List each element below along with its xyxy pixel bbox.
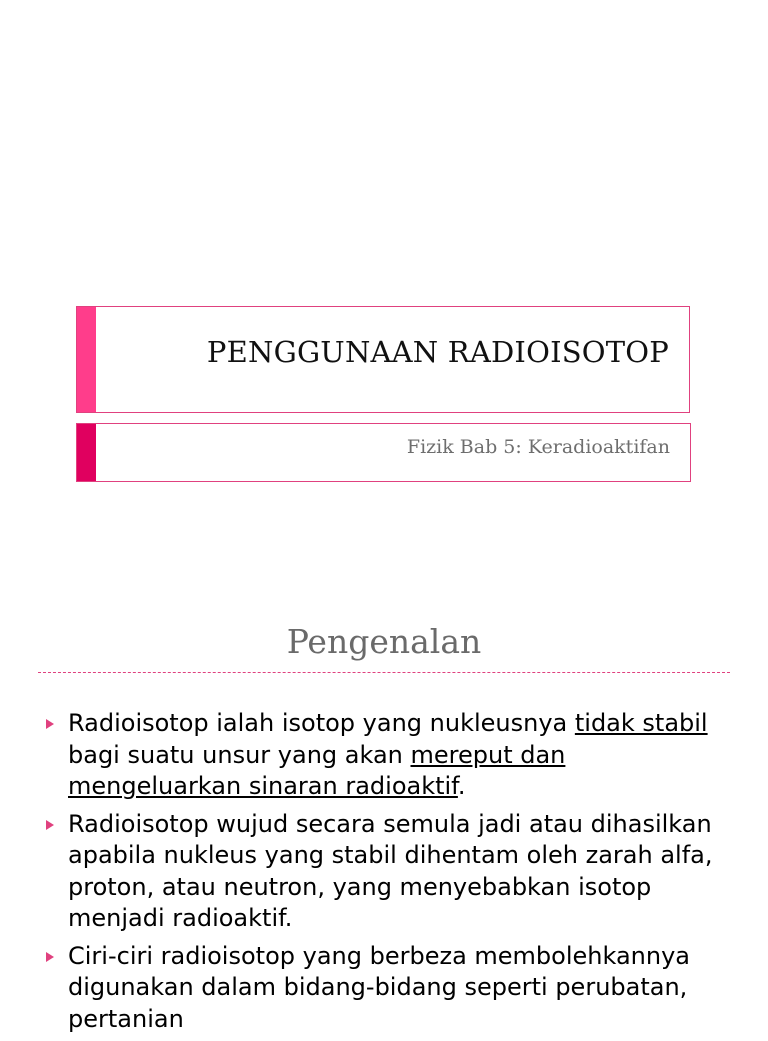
bullet-text-part1: Radioisotop ialah isotop yang nukleusnya — [68, 709, 575, 737]
bullet-text: Radioisotop wujud secara semula jadi atau dihasilkan apabila nukleus yang stabil dihentam oleh zarah alfa, proton, atau neutron, yang menyebabkan isotop menjadi radioaktif. — [68, 809, 713, 932]
section-heading: Pengenalan — [286, 622, 482, 661]
bullet-item-1 — [40, 708, 740, 803]
title-accent-bar — [77, 307, 96, 412]
bullet-text-part3: . — [457, 772, 466, 800]
triangle-bullet-icon — [46, 719, 54, 729]
slide-subtitle: Fizik Bab 5: Keradioaktifan — [406, 436, 670, 458]
slide-title: PENGGUNAAN RADIOISOTOP — [206, 335, 669, 369]
subtitle-box — [76, 423, 691, 482]
subtitle-accent-bar — [77, 424, 96, 481]
underlined-term-decay: mereput dan mengeluarkan sinaran radioaktif — [68, 740, 566, 800]
bullet-item-2 — [40, 809, 740, 935]
heading-divider — [38, 672, 730, 673]
triangle-bullet-icon — [46, 952, 54, 962]
bullet-list — [40, 708, 740, 1041]
title-box — [76, 306, 690, 413]
bullet-text: Ciri-ciri radioisotop yang berbeza membolehkannya digunakan dalam bidang-bidang seperti perubatan, pertanian — [68, 941, 691, 1033]
triangle-bullet-icon — [46, 820, 54, 830]
bullet-text-part2: bagi suatu unsur yang akan — [68, 740, 411, 769]
bullet-item-3 — [40, 941, 740, 1036]
underlined-term-unstable: tidak stabil — [574, 709, 708, 737]
